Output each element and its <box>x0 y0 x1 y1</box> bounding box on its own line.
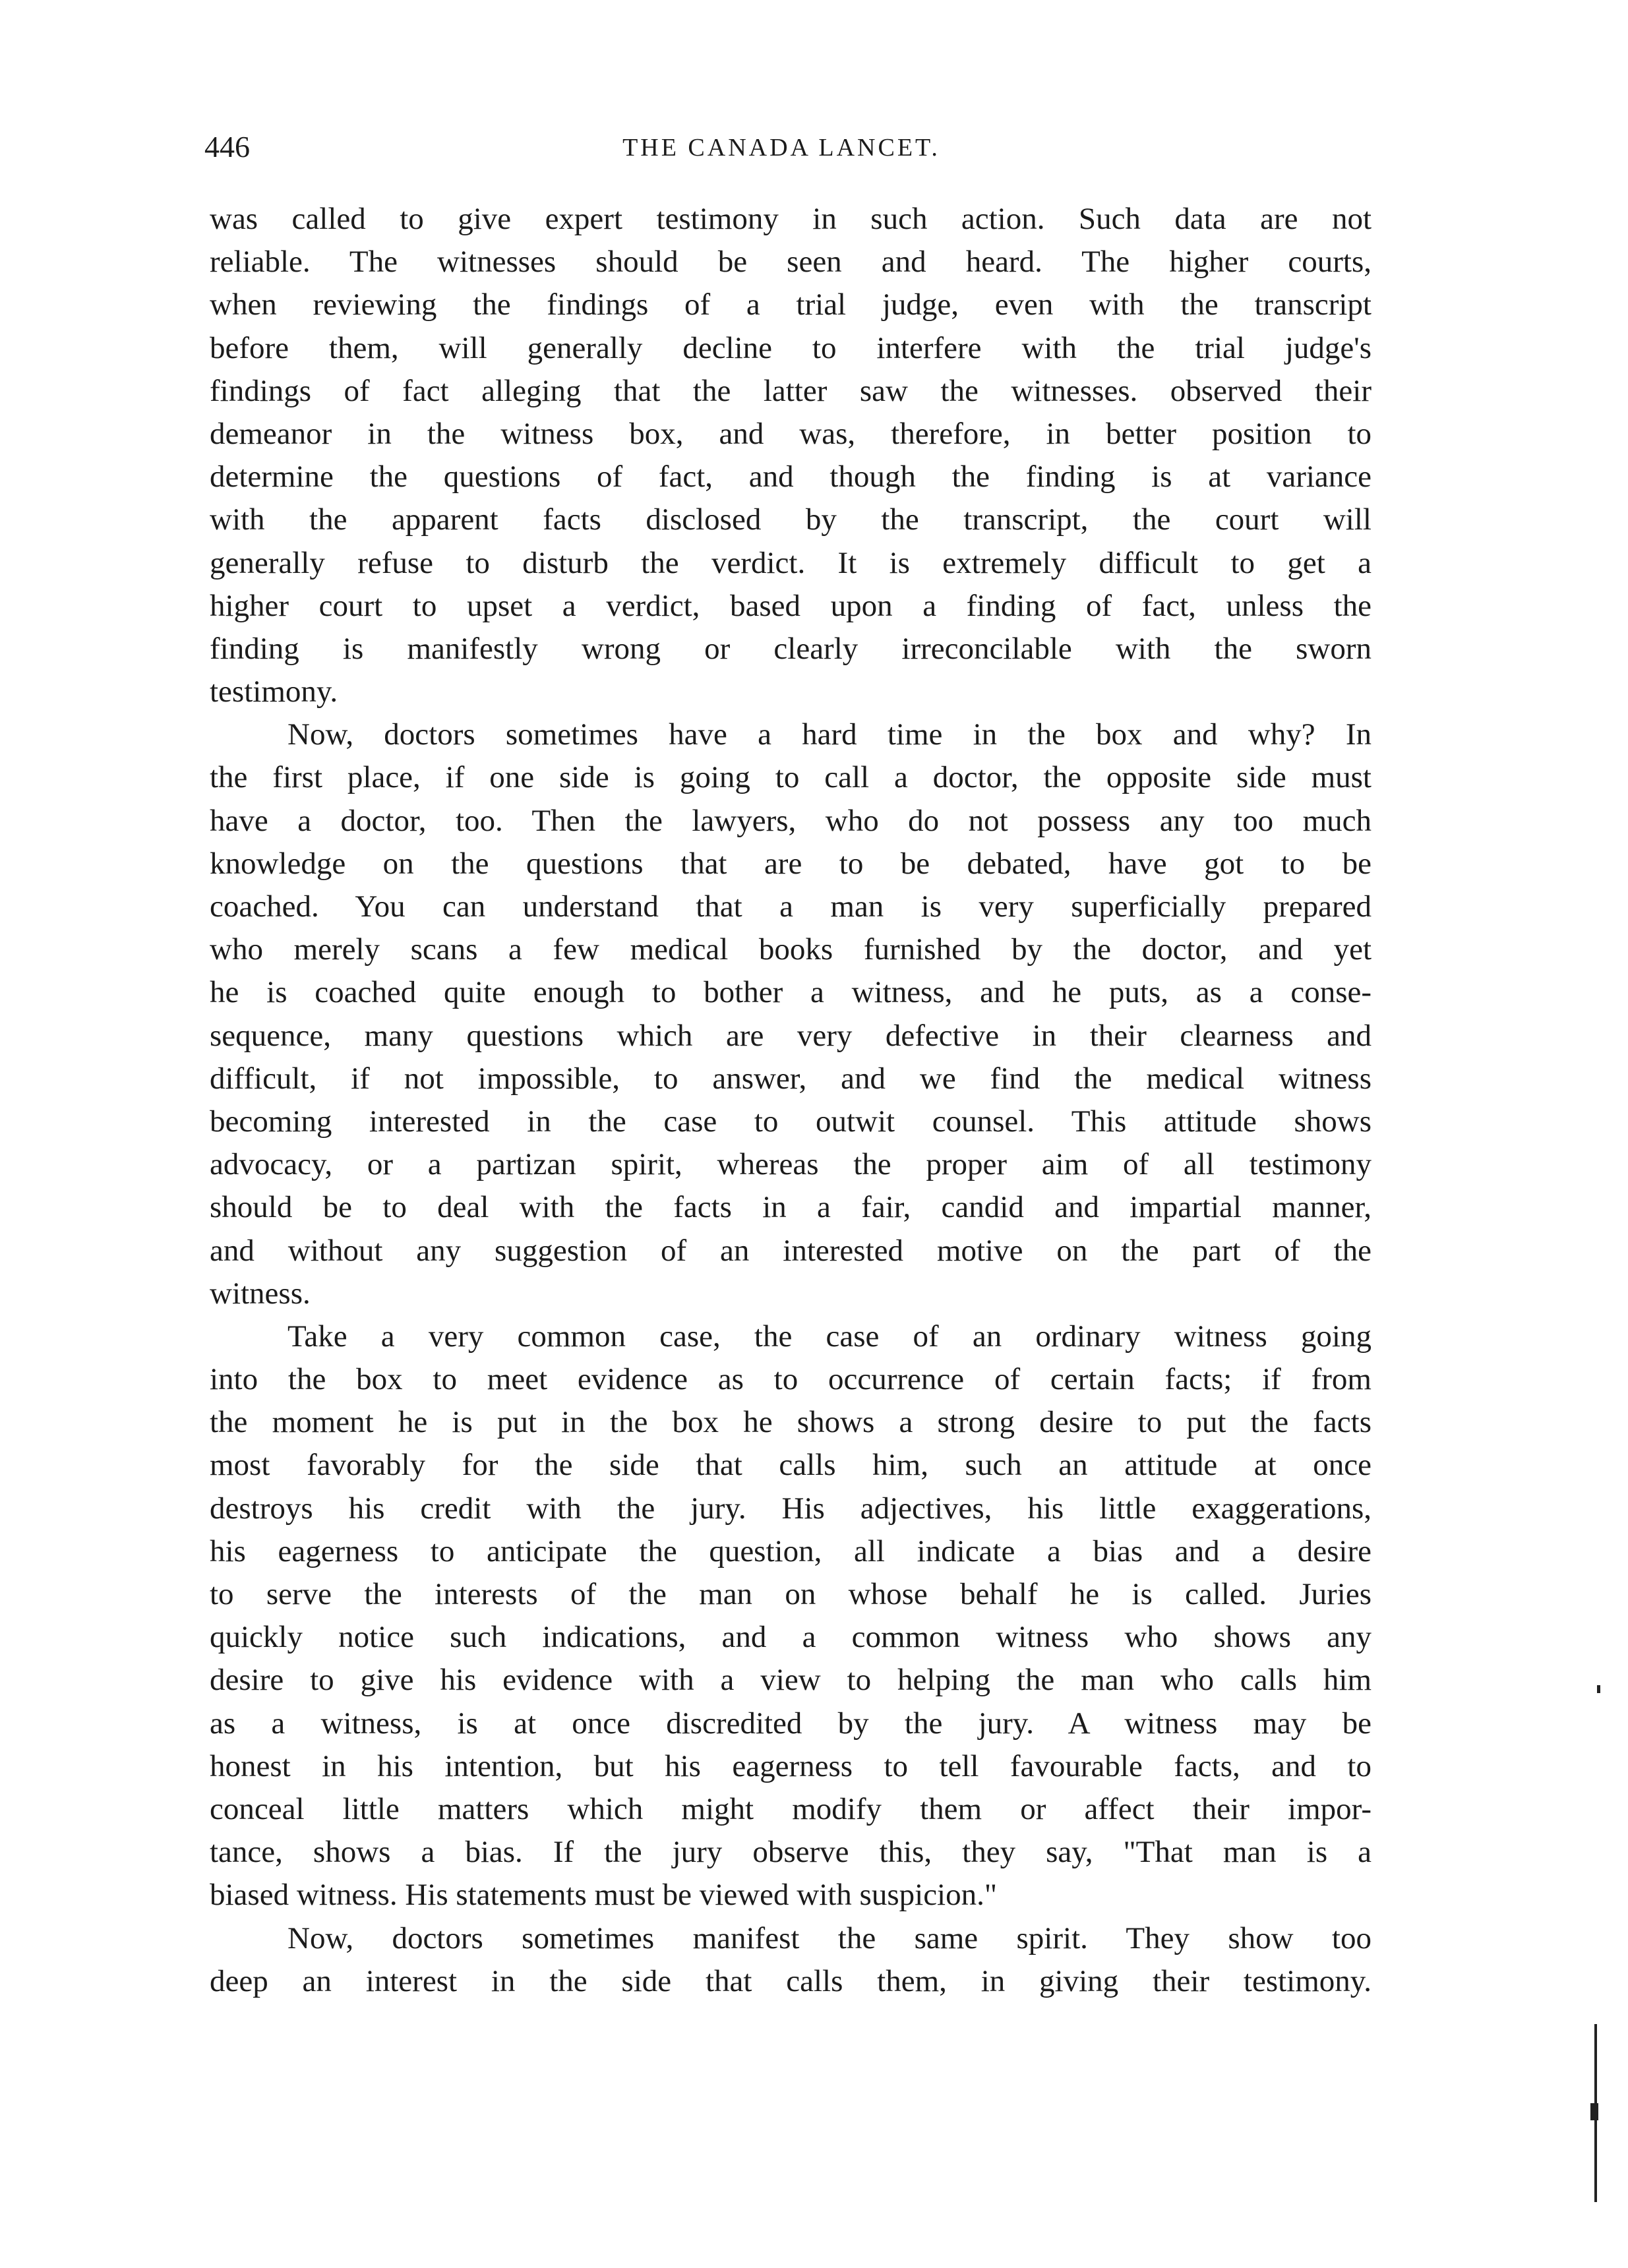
text-line: witness. <box>210 1276 311 1311</box>
text-line: becoming interested in the case to outwit counsel. This attitude shows <box>210 1104 1372 1139</box>
text-line: the moment he is put in the box he shows a strong desire to put the facts <box>210 1405 1372 1440</box>
scan-mark <box>1594 2176 1597 2202</box>
text-line: most favorably for the side that calls him, such an attitude at once <box>210 1448 1372 1483</box>
text-line: conceal little matters which might modify them or affect their impor- <box>210 1791 1372 1826</box>
page-number: 446 <box>204 130 250 164</box>
text-line: quickly notice such indications, and a common witness who shows any <box>210 1620 1372 1655</box>
text-line: findings of fact alleging that the latter saw the witnesses. observed their <box>210 373 1372 408</box>
text-line: before them, will generally decline to interfere with the trial judge's <box>210 330 1372 365</box>
text-line: he is coached quite enough to bother a witness, and he puts, as a conse- <box>210 975 1372 1010</box>
scan-mark <box>1597 1685 1600 1693</box>
text-line: determine the questions of fact, and though the finding is at variance <box>210 460 1372 494</box>
text-line: with the apparent facts disclosed by the transcript, the court will <box>210 502 1372 537</box>
text-line: biased witness. His statements must be viewed with suspicion." <box>210 1878 998 1913</box>
text-line: who merely scans a few medical books furnished by the doctor, and yet <box>210 932 1372 967</box>
text-line: sequence, many questions which are very defective in their clearness and <box>210 1018 1372 1053</box>
paragraph-first-line: Now, doctors sometimes manifest the same spirit. They show too <box>287 1921 1372 1955</box>
text-line: and without any suggestion of an interested motive on the part of the <box>210 1233 1372 1268</box>
text-line: desire to give his evidence with a view to helping the man who calls him <box>210 1663 1372 1698</box>
text-line: should be to deal with the facts in a fair, candid and impartial manner, <box>210 1190 1372 1225</box>
paragraph-first-line: Now, doctors sometimes have a hard time in the box and why? In <box>287 717 1372 752</box>
text-line: have a doctor, too. Then the lawyers, who do not possess any too much <box>210 803 1372 838</box>
text-line: the first place, if one side is going to call a doctor, the opposite side must <box>210 760 1372 795</box>
text-line: advocacy, or a partizan spirit, whereas the proper aim of all testimony <box>210 1147 1372 1182</box>
text-line: demeanor in the witness box, and was, therefore, in better position to <box>210 416 1372 451</box>
text-line: to serve the interests of the man on whose behalf he is called. Juries <box>210 1577 1372 1611</box>
text-line: honest in his intention, but his eagerness to tell favourable facts, and to <box>210 1748 1372 1783</box>
text-line: higher court to upset a verdict, based upon a finding of fact, unless the <box>210 588 1372 623</box>
text-line: into the box to meet evidence as to occurrence of certain facts; if from <box>210 1362 1372 1397</box>
text-line: as a witness, is at once discredited by the jury. A witness may be <box>210 1706 1372 1741</box>
text-line: when reviewing the findings of a trial judge, even with the transcript <box>210 287 1372 322</box>
text-line: tance, shows a bias. If the jury observe this, they say, "That man is a <box>210 1835 1372 1870</box>
text-line: deep an interest in the side that calls them, in giving their testimony. <box>210 1963 1372 1998</box>
text-line: was called to give expert testimony in such action. Such data are not <box>210 202 1372 236</box>
text-line: finding is manifestly wrong or clearly irreconcilable with the sworn <box>210 631 1372 666</box>
text-line: testimony. <box>210 674 338 709</box>
text-line: knowledge on the questions that are to be debated, have got to be <box>210 846 1372 881</box>
scan-mark <box>1590 2103 1598 2120</box>
text-line: his eagerness to anticipate the question, all indicate a bias and a desire <box>210 1534 1372 1568</box>
paragraph-first-line: Take a very common case, the case of an ordinary witness going <box>287 1319 1372 1354</box>
text-line: coached. You can understand that a man is very superficially prepared <box>210 889 1372 924</box>
text-line: generally refuse to disturb the verdict. It is extremely difficult to get a <box>210 545 1372 580</box>
page-header <box>198 129 1365 175</box>
text-line: reliable. The witnesses should be seen and heard. The higher courts, <box>210 245 1372 280</box>
running-title: THE CANADA LANCET. <box>622 134 940 162</box>
body-text <box>210 198 1372 2003</box>
text-line: difficult, if not impossible, to answer, and we find the medical witness <box>210 1061 1372 1096</box>
text-line: destroys his credit with the jury. His adjectives, his little exaggerations, <box>210 1491 1372 1526</box>
